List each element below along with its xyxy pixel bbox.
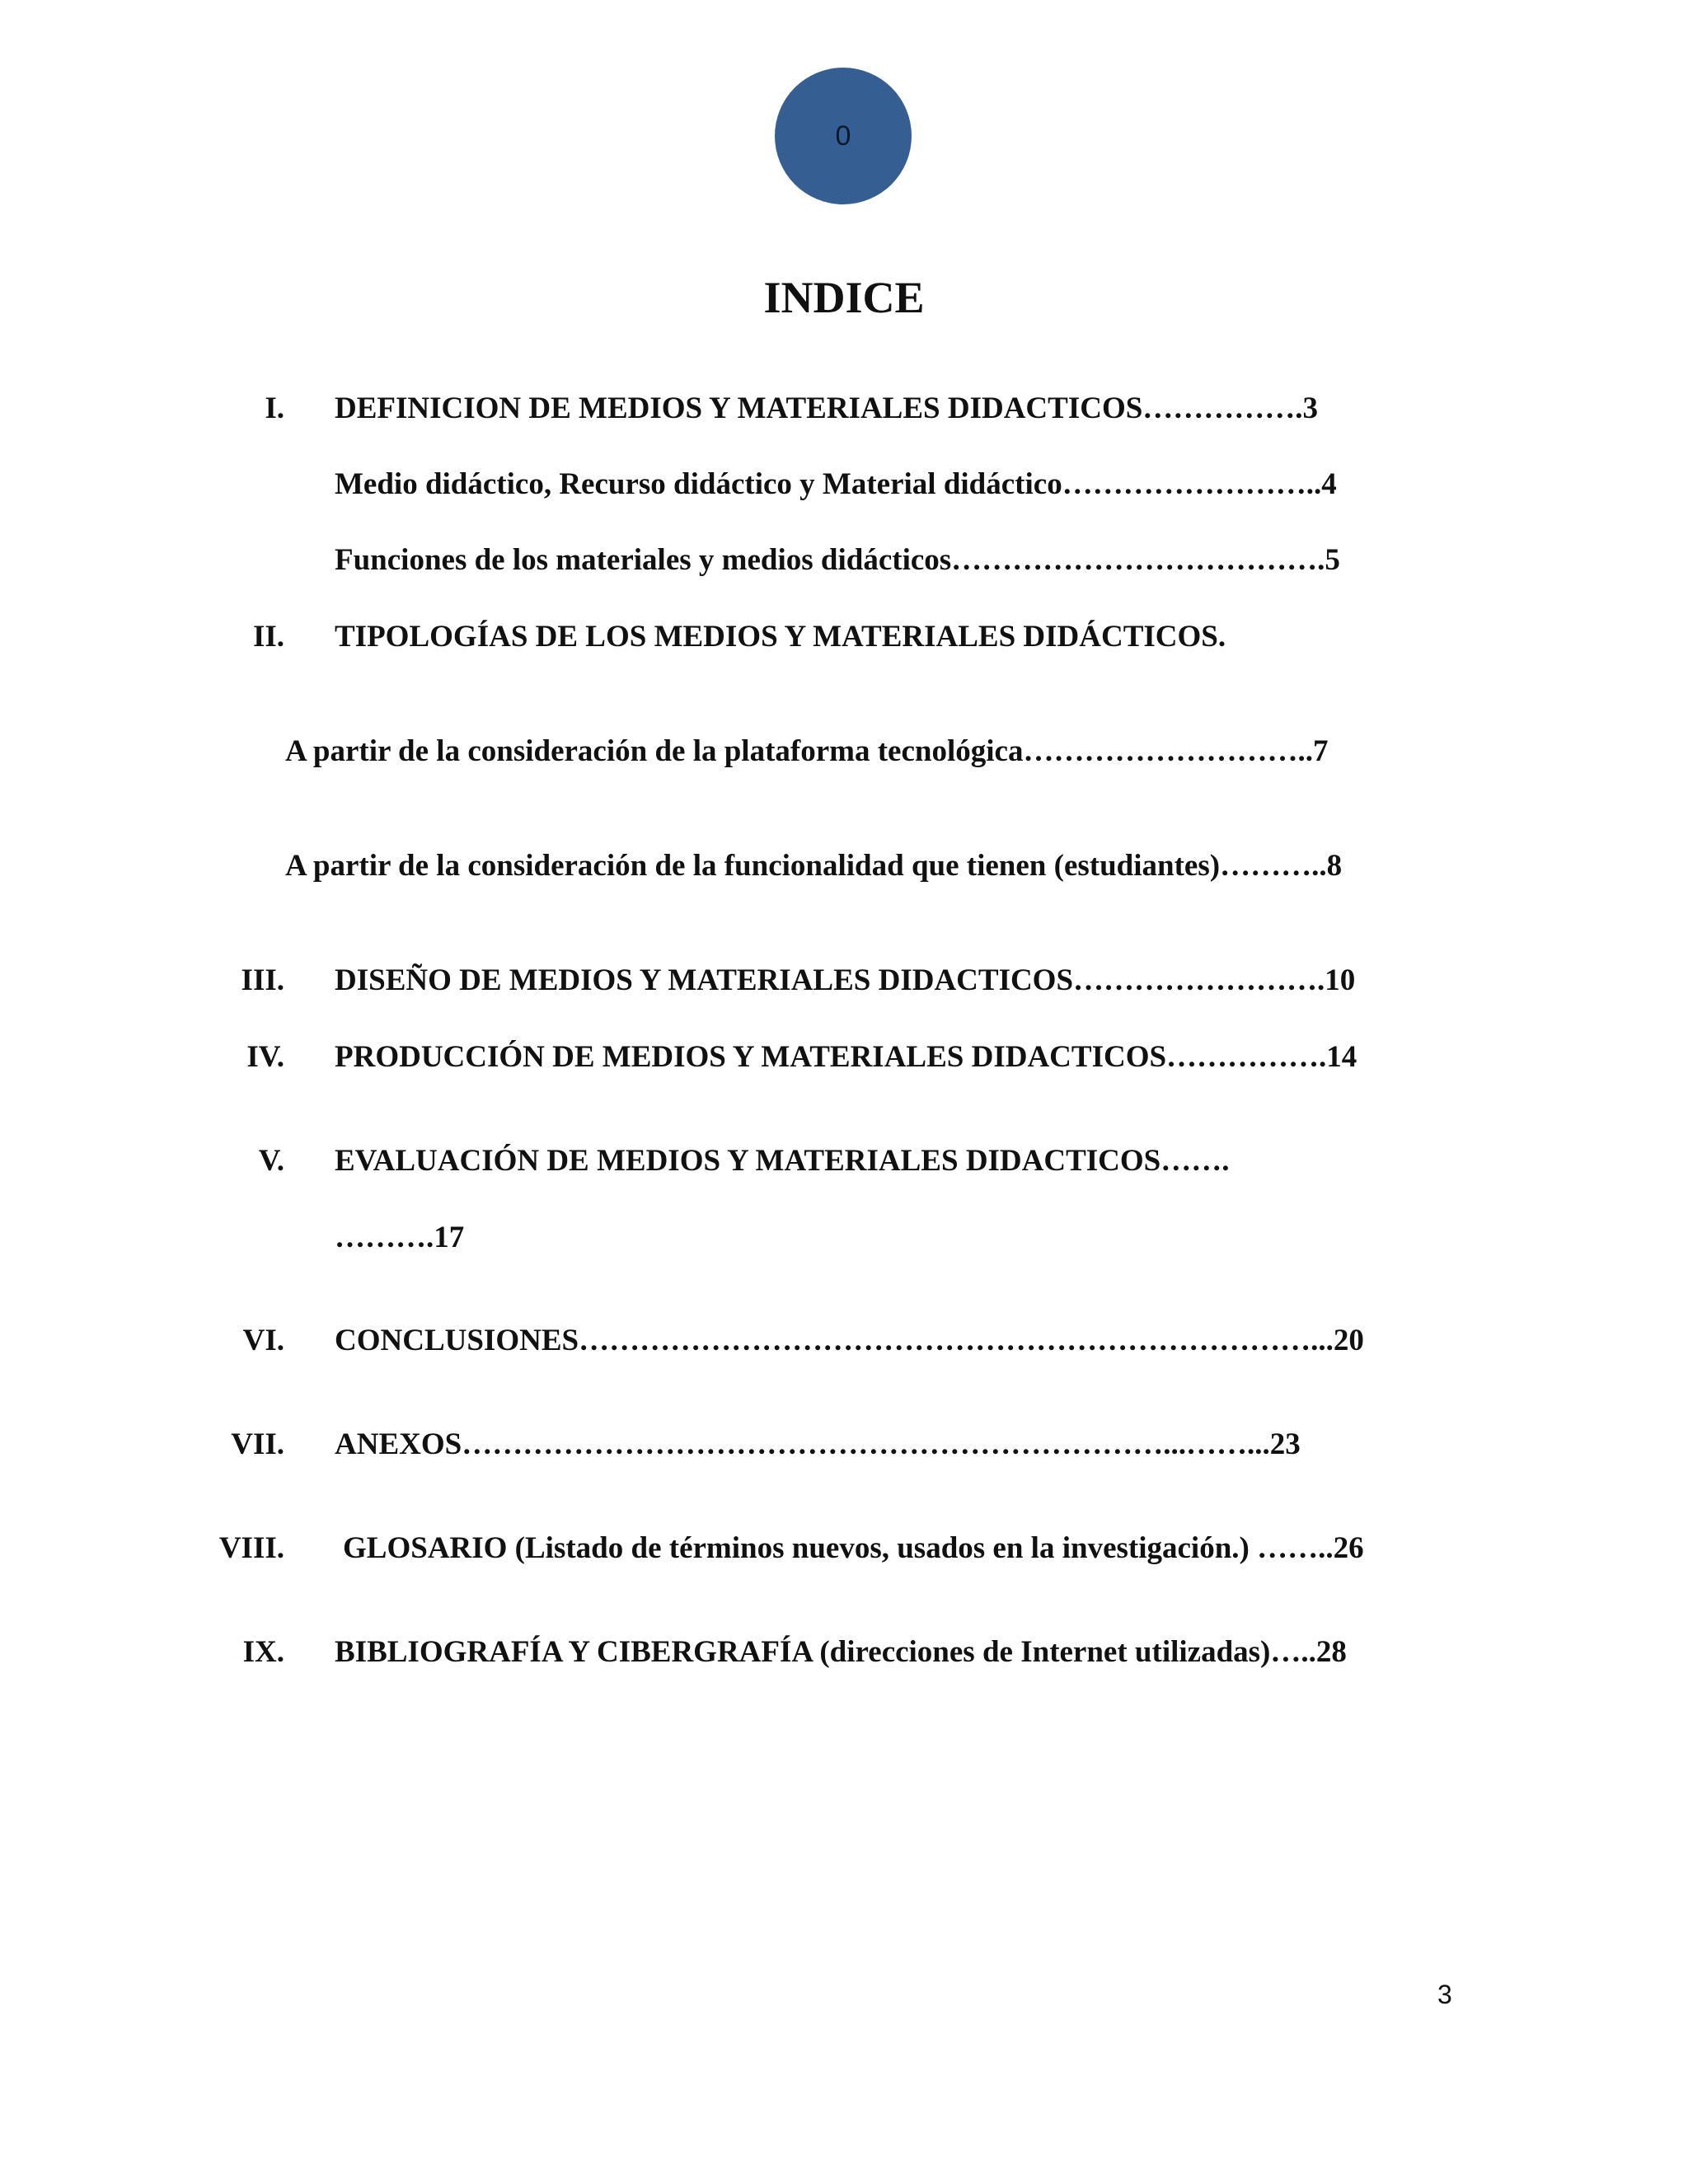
- toc-text: ……….17: [335, 1221, 465, 1254]
- toc-text: TIPOLOGÍAS DE LOS MEDIOS Y MATERIALES DIDÁCTICOS.: [335, 620, 1226, 654]
- toc-entry: [0, 1524, 1688, 1573]
- toc-text: DEFINICION DE MEDIOS Y MATERIALES DIDACTICOS…………….3: [335, 391, 1319, 425]
- toc-entry: [0, 1033, 1688, 1082]
- toc-numeral: VIII.: [218, 1531, 284, 1565]
- page-number: 3: [1437, 1980, 1452, 2009]
- toc-text: EVALUACIÓN DE MEDIOS Y MATERIALES DIDACTICOS…….: [335, 1144, 1230, 1178]
- toc-numeral: V.: [258, 1144, 284, 1178]
- toc-entry: [0, 841, 1688, 891]
- toc-text: Medio didáctico, Recurso didáctico y Material didáctico……………………..4: [335, 467, 1337, 501]
- page-badge: [775, 68, 912, 204]
- toc-numeral: III.: [241, 963, 284, 997]
- toc-text: CONCLUSIONES………………………………………………………………...20: [335, 1324, 1364, 1357]
- toc-entry: [0, 1137, 1688, 1186]
- toc-entry: [0, 536, 1688, 585]
- toc-numeral: IX.: [242, 1635, 284, 1669]
- toc-text: PRODUCCIÓN DE MEDIOS Y MATERIALES DIDACTICOS…………….14: [335, 1040, 1357, 1074]
- toc-text: A partir de la consideración de la plataforma tecnológica………………………..7: [285, 734, 1329, 768]
- toc-numeral: IV.: [246, 1040, 284, 1074]
- toc-entry: [0, 1213, 1688, 1263]
- toc-entry: [0, 1628, 1688, 1677]
- toc-entry: [0, 956, 1688, 1005]
- toc-text: Funciones de los materiales y medios didácticos……………………………….5: [335, 543, 1340, 577]
- page-title: INDICE: [763, 273, 925, 322]
- toc-entry: [0, 1316, 1688, 1366]
- toc-numeral: VI.: [242, 1324, 284, 1357]
- page-badge-label: 0: [835, 120, 851, 152]
- toc-entry: [0, 612, 1688, 662]
- toc-numeral: I.: [265, 391, 284, 425]
- toc-text: DISEÑO DE MEDIOS Y MATERIALES DIDACTICOS…………………….10: [335, 963, 1356, 997]
- toc-entry: [0, 1420, 1688, 1469]
- toc-text: ANEXOS……………………………………………………………...……...23: [335, 1427, 1301, 1461]
- toc-entry: [0, 727, 1688, 776]
- toc-numeral: VII.: [231, 1427, 284, 1461]
- toc-text: GLOSARIO (Listado de términos nuevos, usados en la investigación.) ……..26: [343, 1531, 1364, 1565]
- toc-text: A partir de la consideración de la funcionalidad que tienen (estudiantes)………..8: [285, 849, 1343, 883]
- toc-entry: [0, 460, 1688, 509]
- toc-entry: [0, 384, 1688, 434]
- toc-text: BIBLIOGRAFÍA Y CIBERGRAFÍA (direcciones de Internet utilizadas)…..28: [335, 1635, 1347, 1669]
- toc-numeral: II.: [252, 620, 284, 654]
